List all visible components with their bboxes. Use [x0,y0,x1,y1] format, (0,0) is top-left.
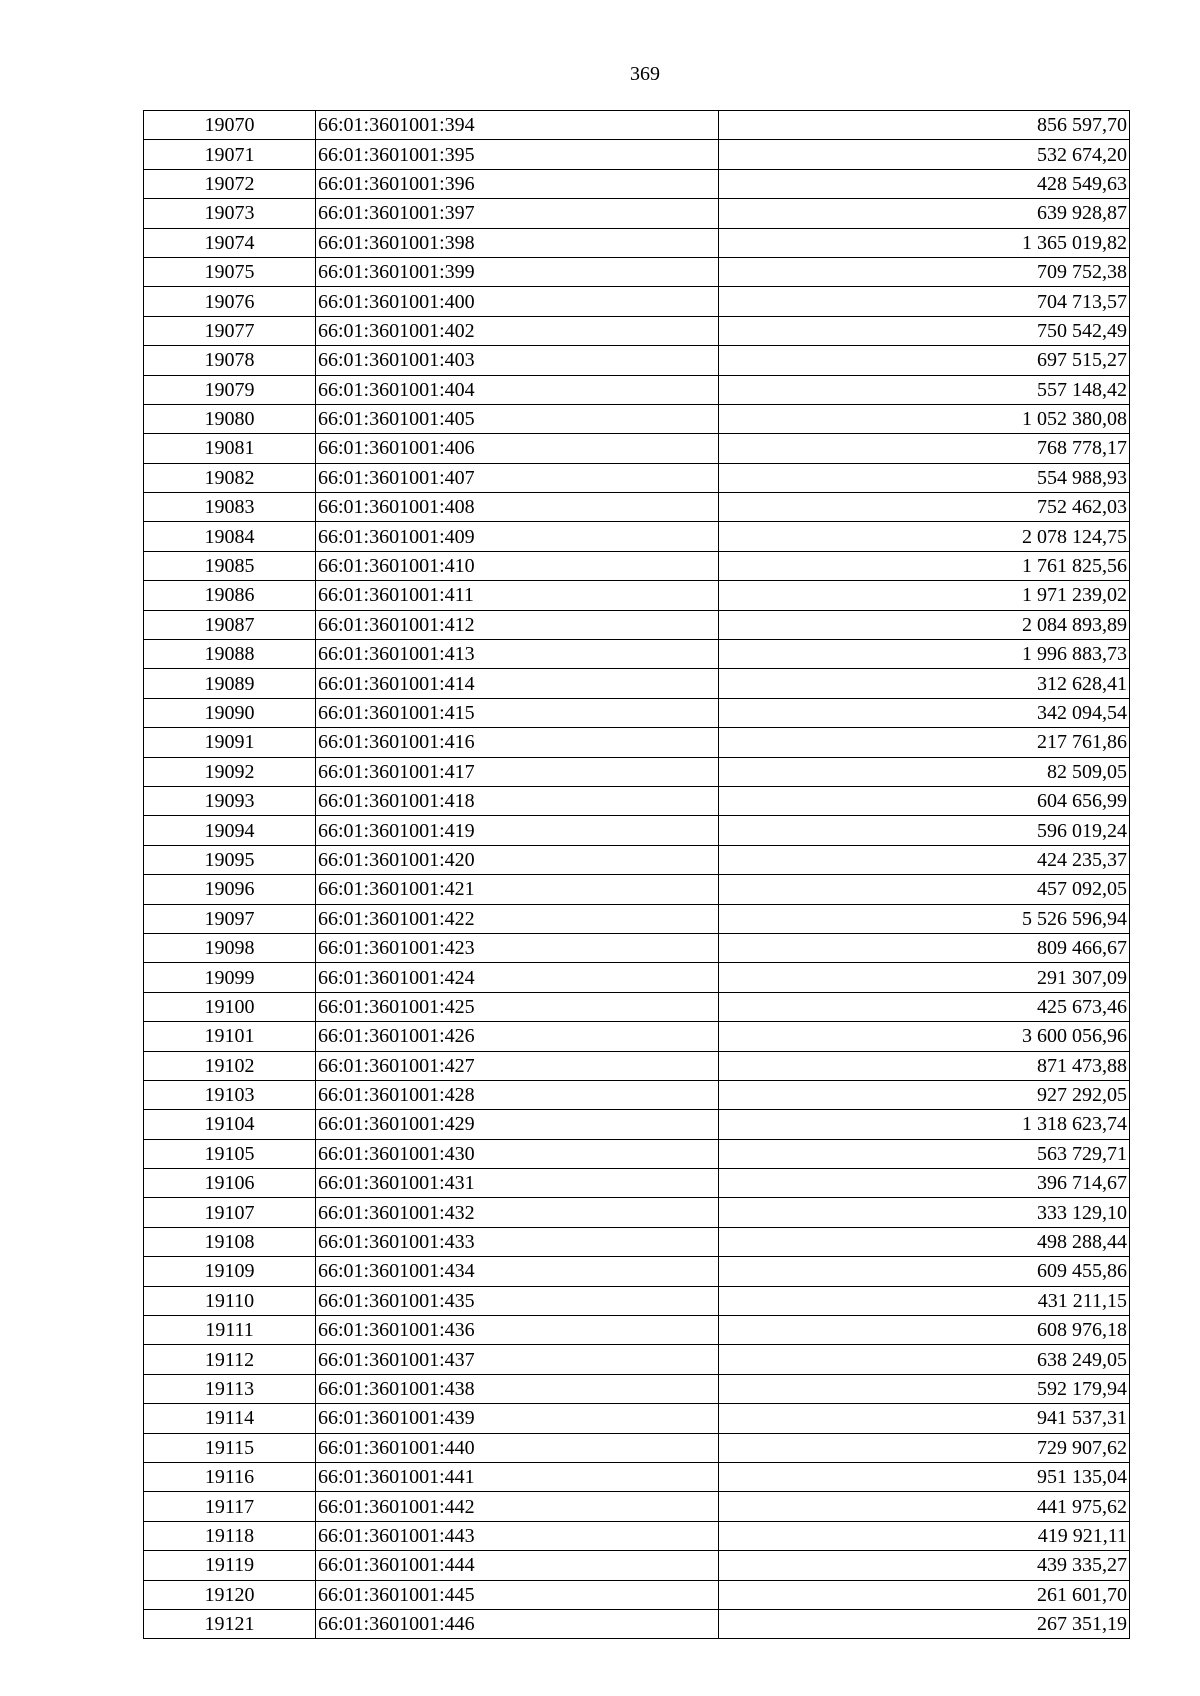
cadastral-number-cell: 66:01:3601001:420 [316,845,719,874]
cadastral-number-cell: 66:01:3601001:434 [316,1257,719,1286]
table-row [144,228,1130,257]
cadastral-number-cell: 66:01:3601001:409 [316,522,719,551]
cadastral-number-cell: 66:01:3601001:446 [316,1609,719,1638]
table-row [144,1551,1130,1580]
row-number-cell: 19119 [144,1551,316,1580]
table-row [144,1492,1130,1521]
table-row [144,1139,1130,1168]
row-number-cell: 19085 [144,551,316,580]
cadastral-number-cell: 66:01:3601001:397 [316,199,719,228]
row-number-cell: 19089 [144,669,316,698]
cadastral-number-cell: 66:01:3601001:440 [316,1433,719,1462]
cadastral-number-cell: 66:01:3601001:442 [316,1492,719,1521]
table-row [144,581,1130,610]
cadastral-value-cell: 639 928,87 [719,199,1130,228]
cadastral-value-cell: 267 351,19 [719,1609,1130,1638]
table-row [144,1462,1130,1491]
table-row [144,816,1130,845]
cadastral-value-cell: 1 365 019,82 [719,228,1130,257]
cadastral-number-cell: 66:01:3601001:422 [316,904,719,933]
row-number-cell: 19105 [144,1139,316,1168]
cadastral-number-cell: 66:01:3601001:425 [316,992,719,1021]
cadastral-value-cell: 927 292,05 [719,1080,1130,1109]
cadastral-value-cell: 425 673,46 [719,992,1130,1021]
cadastral-number-cell: 66:01:3601001:444 [316,1551,719,1580]
row-number-cell: 19080 [144,404,316,433]
row-number-cell: 19073 [144,199,316,228]
cadastral-number-cell: 66:01:3601001:410 [316,551,719,580]
table-row [144,1286,1130,1315]
cadastral-number-cell: 66:01:3601001:431 [316,1169,719,1198]
table-row [144,992,1130,1021]
row-number-cell: 19100 [144,992,316,1021]
cadastral-number-cell: 66:01:3601001:428 [316,1080,719,1109]
cadastral-value-cell: 856 597,70 [719,111,1130,140]
row-number-cell: 19109 [144,1257,316,1286]
table-row [144,845,1130,874]
row-number-cell: 19094 [144,816,316,845]
row-number-cell: 19107 [144,1198,316,1227]
table-row [144,1374,1130,1403]
cadastral-number-cell: 66:01:3601001:398 [316,228,719,257]
cadastral-value-cell: 396 714,67 [719,1169,1130,1198]
table-row [144,728,1130,757]
cadastral-number-cell: 66:01:3601001:436 [316,1316,719,1345]
cadastral-value-cell: 2 078 124,75 [719,522,1130,551]
table-row [144,111,1130,140]
table-row [144,434,1130,463]
table-row [144,1580,1130,1609]
row-number-cell: 19101 [144,1022,316,1051]
cadastral-value-cell: 342 094,54 [719,698,1130,727]
row-number-cell: 19115 [144,1433,316,1462]
row-number-cell: 19103 [144,1080,316,1109]
cadastral-number-cell: 66:01:3601001:419 [316,816,719,845]
row-number-cell: 19076 [144,287,316,316]
cadastral-value-cell: 729 907,62 [719,1433,1130,1462]
cadastral-value-cell: 563 729,71 [719,1139,1130,1168]
row-number-cell: 19108 [144,1227,316,1256]
cadastral-value-cell: 704 713,57 [719,287,1130,316]
table-row [144,1404,1130,1433]
row-number-cell: 19084 [144,522,316,551]
cadastral-number-cell: 66:01:3601001:443 [316,1521,719,1550]
row-number-cell: 19102 [144,1051,316,1080]
table-row [144,1080,1130,1109]
table-row [144,1609,1130,1638]
row-number-cell: 19112 [144,1345,316,1374]
cadastral-number-cell: 66:01:3601001:415 [316,698,719,727]
cadastral-value-cell: 1 971 239,02 [719,581,1130,610]
cadastral-number-cell: 66:01:3601001:417 [316,757,719,786]
row-number-cell: 19087 [144,610,316,639]
row-number-cell: 19114 [144,1404,316,1433]
table-row [144,551,1130,580]
cadastral-number-cell: 66:01:3601001:403 [316,346,719,375]
cadastral-value-cell: 424 235,37 [719,845,1130,874]
table-row [144,1169,1130,1198]
row-number-cell: 19096 [144,875,316,904]
cadastral-number-cell: 66:01:3601001:406 [316,434,719,463]
table-row [144,346,1130,375]
row-number-cell: 19091 [144,728,316,757]
row-number-cell: 19117 [144,1492,316,1521]
cadastral-value-cell: 431 211,15 [719,1286,1130,1315]
table-row [144,669,1130,698]
cadastral-number-cell: 66:01:3601001:437 [316,1345,719,1374]
cadastral-value-cell: 592 179,94 [719,1374,1130,1403]
cadastral-number-cell: 66:01:3601001:424 [316,963,719,992]
cadastral-value-cell: 3 600 056,96 [719,1022,1130,1051]
cadastral-number-cell: 66:01:3601001:411 [316,581,719,610]
cadastral-value-cell: 1 052 380,08 [719,404,1130,433]
cadastral-number-cell: 66:01:3601001:404 [316,375,719,404]
table-row [144,140,1130,169]
cadastral-value-cell: 557 148,42 [719,375,1130,404]
cadastral-number-cell: 66:01:3601001:433 [316,1227,719,1256]
row-number-cell: 19097 [144,904,316,933]
row-number-cell: 19071 [144,140,316,169]
cadastral-value-cell: 750 542,49 [719,316,1130,345]
row-number-cell: 19082 [144,463,316,492]
table-row [144,786,1130,815]
table-row [144,640,1130,669]
table-row [144,375,1130,404]
cadastral-value-cell: 5 526 596,94 [719,904,1130,933]
table-row [144,875,1130,904]
table-row [144,757,1130,786]
cadastral-number-cell: 66:01:3601001:445 [316,1580,719,1609]
cadastral-value-cell: 532 674,20 [719,140,1130,169]
cadastral-number-cell: 66:01:3601001:435 [316,1286,719,1315]
table-row [144,1227,1130,1256]
row-number-cell: 19077 [144,316,316,345]
cadastral-value-cell: 596 019,24 [719,816,1130,845]
cadastral-number-cell: 66:01:3601001:405 [316,404,719,433]
table-row [144,1257,1130,1286]
cadastral-value-cell: 809 466,67 [719,933,1130,962]
row-number-cell: 19099 [144,963,316,992]
row-number-cell: 19104 [144,1110,316,1139]
cadastral-number-cell: 66:01:3601001:395 [316,140,719,169]
row-number-cell: 19092 [144,757,316,786]
cadastral-number-cell: 66:01:3601001:413 [316,640,719,669]
table-row [144,933,1130,962]
row-number-cell: 19106 [144,1169,316,1198]
cadastral-number-cell: 66:01:3601001:429 [316,1110,719,1139]
cadastral-value-cell: 638 249,05 [719,1345,1130,1374]
cadastral-number-cell: 66:01:3601001:418 [316,786,719,815]
cadastral-number-cell: 66:01:3601001:394 [316,111,719,140]
cadastral-value-cell: 312 628,41 [719,669,1130,698]
cadastral-number-cell: 66:01:3601001:441 [316,1462,719,1491]
cadastral-value-cell: 604 656,99 [719,786,1130,815]
table-row [144,1110,1130,1139]
table-row [144,1433,1130,1462]
cadastral-value-cell: 1 318 623,74 [719,1110,1130,1139]
row-number-cell: 19098 [144,933,316,962]
row-number-cell: 19110 [144,1286,316,1315]
cadastral-number-cell: 66:01:3601001:407 [316,463,719,492]
table-row [144,287,1130,316]
cadastral-value-cell: 217 761,86 [719,728,1130,757]
cadastral-value-cell: 333 129,10 [719,1198,1130,1227]
row-number-cell: 19072 [144,169,316,198]
row-number-cell: 19078 [144,346,316,375]
cadastral-number-cell: 66:01:3601001:432 [316,1198,719,1227]
table-body [144,111,1130,1639]
table-row [144,963,1130,992]
cadastral-number-cell: 66:01:3601001:421 [316,875,719,904]
cadastral-value-cell: 941 537,31 [719,1404,1130,1433]
table-row [144,1022,1130,1051]
cadastral-value-cell: 1 761 825,56 [719,551,1130,580]
cadastral-value-cell: 709 752,38 [719,257,1130,286]
row-number-cell: 19075 [144,257,316,286]
table-row [144,698,1130,727]
table-row [144,257,1130,286]
cadastral-value-cell: 1 996 883,73 [719,640,1130,669]
cadastral-number-cell: 66:01:3601001:414 [316,669,719,698]
cadastral-number-cell: 66:01:3601001:396 [316,169,719,198]
cadastral-number-cell: 66:01:3601001:416 [316,728,719,757]
row-number-cell: 19090 [144,698,316,727]
row-number-cell: 19120 [144,1580,316,1609]
row-number-cell: 19083 [144,493,316,522]
cadastral-value-cell: 419 921,11 [719,1521,1130,1550]
cadastral-number-cell: 66:01:3601001:408 [316,493,719,522]
row-number-cell: 19121 [144,1609,316,1638]
row-number-cell: 19095 [144,845,316,874]
cadastral-value-cell: 428 549,63 [719,169,1130,198]
table-row [144,904,1130,933]
cadastral-number-cell: 66:01:3601001:430 [316,1139,719,1168]
cadastral-number-cell: 66:01:3601001:426 [316,1022,719,1051]
table-row [144,493,1130,522]
row-number-cell: 19116 [144,1462,316,1491]
cadastral-value-cell: 457 092,05 [719,875,1130,904]
row-number-cell: 19074 [144,228,316,257]
table-row [144,169,1130,198]
row-number-cell: 19086 [144,581,316,610]
table-row [144,316,1130,345]
table-row [144,199,1130,228]
table-row [144,1051,1130,1080]
cadastral-value-table [143,110,1130,1639]
row-number-cell: 19093 [144,786,316,815]
cadastral-number-cell: 66:01:3601001:439 [316,1404,719,1433]
cadastral-value-cell: 609 455,86 [719,1257,1130,1286]
cadastral-value-cell: 261 601,70 [719,1580,1130,1609]
cadastral-value-cell: 82 509,05 [719,757,1130,786]
cadastral-number-cell: 66:01:3601001:423 [316,933,719,962]
cadastral-value-cell: 554 988,93 [719,463,1130,492]
table-row [144,1345,1130,1374]
cadastral-value-cell: 608 976,18 [719,1316,1130,1345]
row-number-cell: 19088 [144,640,316,669]
row-number-cell: 19079 [144,375,316,404]
cadastral-value-cell: 697 515,27 [719,346,1130,375]
cadastral-value-cell: 951 135,04 [719,1462,1130,1491]
table-row [144,610,1130,639]
table-row [144,463,1130,492]
cadastral-value-cell: 752 462,03 [719,493,1130,522]
row-number-cell: 19081 [144,434,316,463]
cadastral-value-cell: 441 975,62 [719,1492,1130,1521]
cadastral-value-cell: 439 335,27 [719,1551,1130,1580]
table-row [144,404,1130,433]
row-number-cell: 19118 [144,1521,316,1550]
cadastral-number-cell: 66:01:3601001:400 [316,287,719,316]
cadastral-value-cell: 2 084 893,89 [719,610,1130,639]
row-number-cell: 19070 [144,111,316,140]
cadastral-number-cell: 66:01:3601001:402 [316,316,719,345]
cadastral-value-cell: 498 288,44 [719,1227,1130,1256]
cadastral-number-cell: 66:01:3601001:412 [316,610,719,639]
cadastral-value-cell: 768 778,17 [719,434,1130,463]
cadastral-number-cell: 66:01:3601001:427 [316,1051,719,1080]
table-row [144,1521,1130,1550]
table-row [144,1198,1130,1227]
page-number: 369 [630,63,660,85]
table-row [144,1316,1130,1345]
table-row [144,522,1130,551]
row-number-cell: 19113 [144,1374,316,1403]
cadastral-number-cell: 66:01:3601001:438 [316,1374,719,1403]
cadastral-value-cell: 871 473,88 [719,1051,1130,1080]
cadastral-value-cell: 291 307,09 [719,963,1130,992]
row-number-cell: 19111 [144,1316,316,1345]
cadastral-number-cell: 66:01:3601001:399 [316,257,719,286]
